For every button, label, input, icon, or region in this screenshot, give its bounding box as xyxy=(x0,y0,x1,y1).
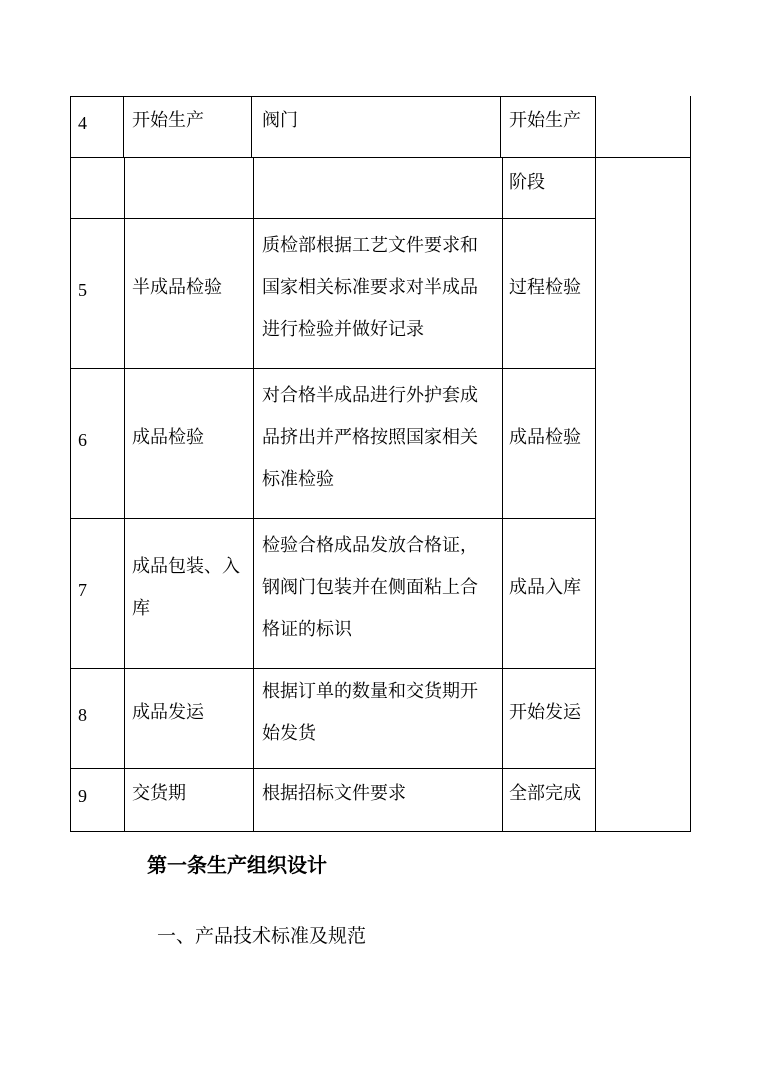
table-cell-content: 标准检验 xyxy=(262,469,334,490)
table-cell-no: 7 xyxy=(78,580,87,600)
table-cell-content: 格证的标识 xyxy=(262,619,352,640)
table-cell-no: 4 xyxy=(78,113,87,133)
table-cell-step: 成品发运 xyxy=(132,702,204,723)
table-cell-content: 国家相关标准要求对半成品 xyxy=(262,277,478,298)
table-cell-step: 开始生产 xyxy=(132,110,204,131)
table-rule xyxy=(70,668,596,669)
table-rule xyxy=(253,157,254,832)
table-rule xyxy=(595,96,596,832)
table-rule xyxy=(70,96,71,832)
table-rule xyxy=(70,368,596,369)
table-cell-node: 开始发运 xyxy=(509,702,581,723)
table-cell-content: 阀门 xyxy=(262,110,298,131)
table-rule xyxy=(500,96,501,157)
table-cell-node: 开始生产 xyxy=(509,110,581,131)
table-cell-no: 6 xyxy=(78,430,87,450)
table-rule xyxy=(70,96,596,97)
table-rule xyxy=(690,96,691,832)
table-cell-content: 钢阀门包装并在侧面粘上合 xyxy=(262,577,478,598)
table-cell-no: 9 xyxy=(78,786,87,806)
table-cell-content: 始发货 xyxy=(262,723,316,744)
table-cell-no: 8 xyxy=(78,705,87,725)
table-cell-content: 品挤出并严格按照国家相关 xyxy=(262,427,478,448)
table-cell-content: 进行检验并做好记录 xyxy=(262,319,424,340)
table-rule xyxy=(70,157,691,158)
table-rule xyxy=(123,96,124,157)
table-cell-content: 检验合格成品发放合格证， xyxy=(262,535,478,556)
section-heading: 第一条生产组织设计 xyxy=(147,853,327,877)
table-rule xyxy=(70,831,691,832)
table-cell-node: 成品入库 xyxy=(509,577,581,598)
table-rule xyxy=(124,157,125,832)
table-cell-step: 半成品检验 xyxy=(132,277,222,298)
table-cell-step: 成品包装、入 xyxy=(132,556,240,577)
table-cell-content: 根据订单的数量和交货期开 xyxy=(262,681,478,702)
table-cell-step: 交货期 xyxy=(132,783,186,804)
table-cell-content: 对合格半成品进行外护套成 xyxy=(262,385,478,406)
table-cell-step: 库 xyxy=(132,598,150,619)
table-cell-no: 5 xyxy=(78,280,87,300)
table-rule xyxy=(70,518,596,519)
table-cell-node: 过程检验 xyxy=(509,277,581,298)
table-rule xyxy=(70,218,596,219)
table-cell-node: 成品检验 xyxy=(509,427,581,448)
table-rule xyxy=(70,768,596,769)
table-rule xyxy=(502,157,503,832)
table-cell-content: 质检部根据工艺文件要求和 xyxy=(262,235,478,256)
table-cell-node: 阶段 xyxy=(509,172,545,193)
table-cell-content: 根据招标文件要求 xyxy=(262,783,406,804)
table-cell-node: 全部完成 xyxy=(509,783,581,804)
section-subheading: 一、产品技术标准及规范 xyxy=(157,925,367,947)
table-rule xyxy=(251,96,252,157)
table-cell-step: 成品检验 xyxy=(132,427,204,448)
